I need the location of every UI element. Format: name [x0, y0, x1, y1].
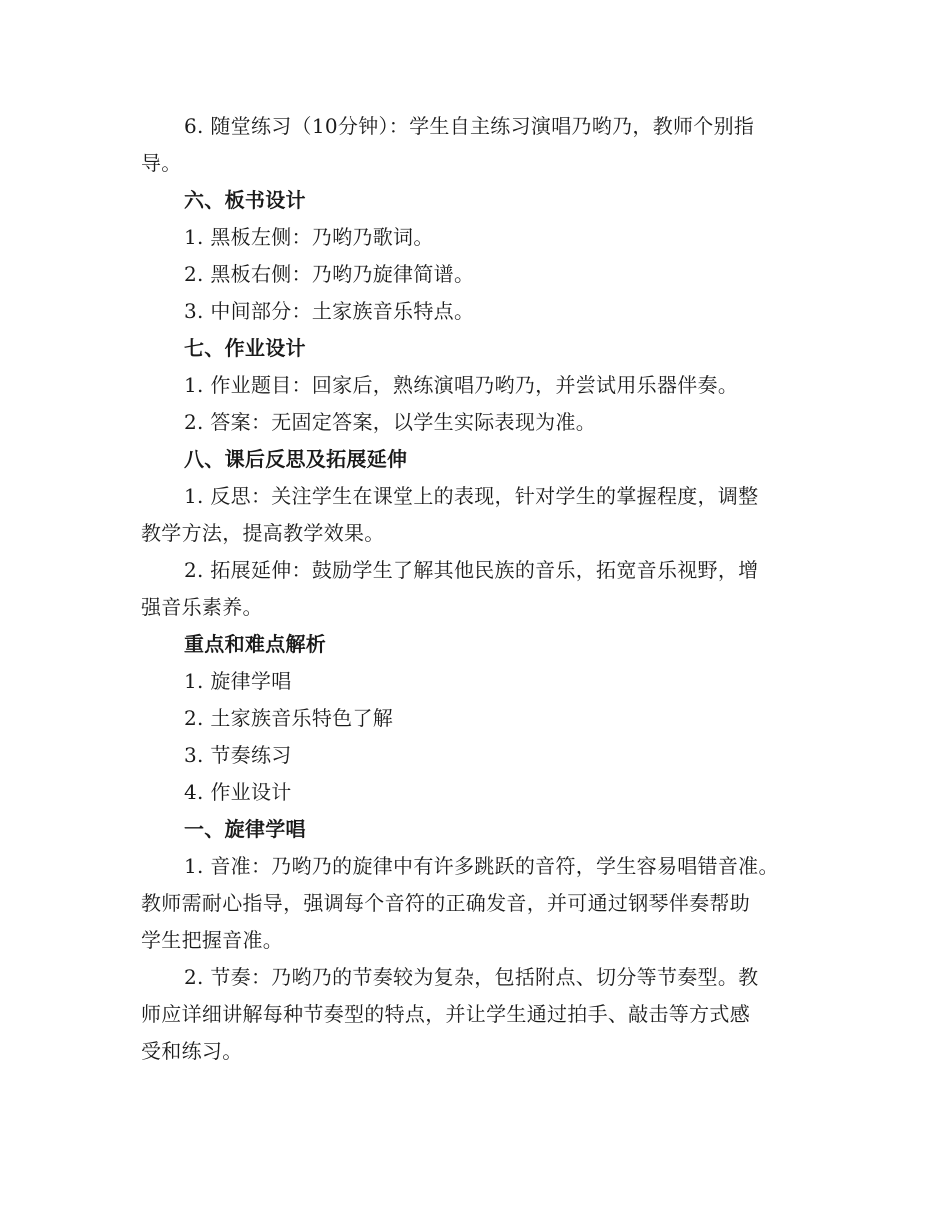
text-line-13: 2. 拓展延伸：鼓励学生了解其他民族的音乐，拓宽音乐视野，增	[184, 558, 759, 582]
text-line-14: 强音乐素养。	[141, 595, 263, 619]
section-heading-board-design: 六、板书设计	[184, 188, 306, 212]
section-heading-key-points: 重点和难点解析	[184, 632, 327, 656]
text-line-8: 1. 作业题目：回家后，熟练演唱乃哟乃，并尝试用乐器伴奏。	[184, 373, 739, 397]
text-line-1: 6. 随堂练习（10分钟）：学生自主练习演唱乃哟乃，教师个别指	[184, 114, 755, 138]
text-line-22: 教师需耐心指导，强调每个音符的正确发音，并可通过钢琴伴奏帮助	[141, 891, 750, 915]
text-line-4: 1. 黑板左侧：乃哟乃歌词。	[184, 225, 434, 249]
text-line-11: 1. 反思：关注学生在课堂上的表现，针对学生的掌握程度，调整	[184, 484, 759, 508]
text-line-21: 1. 音准：乃哟乃的旋律中有许多跳跃的音符，学生容易唱错音准。	[184, 854, 779, 878]
text-line-9: 2. 答案：无固定答案，以学生实际表现为准。	[184, 410, 597, 434]
text-line-16: 1. 旋律学唱	[184, 669, 292, 693]
text-line-23: 学生把握音准。	[141, 928, 284, 952]
text-line-2: 导。	[141, 151, 182, 175]
text-line-25: 师应详细讲解每种节奏型的特点，并让学生通过拍手、敲击等方式感	[141, 1002, 750, 1026]
text-line-24: 2. 节奏：乃哟乃的节奏较为复杂，包括附点、切分等节奏型。教	[184, 965, 759, 989]
text-line-26: 受和练习。	[141, 1039, 243, 1063]
text-line-5: 2. 黑板右侧：乃哟乃旋律简谱。	[184, 262, 475, 286]
document-page	[141, 108, 821, 1070]
text-line-19: 4. 作业设计	[184, 780, 292, 804]
section-heading-reflection: 八、课后反思及拓展延伸	[184, 447, 408, 471]
section-heading-melody: 一、旋律学唱	[184, 817, 306, 841]
section-heading-homework-design: 七、作业设计	[184, 336, 306, 360]
text-line-18: 3. 节奏练习	[184, 743, 292, 767]
text-line-17: 2. 土家族音乐特色了解	[184, 706, 394, 730]
text-line-12: 教学方法，提高教学效果。	[141, 521, 385, 545]
text-line-6: 3. 中间部分：土家族音乐特点。	[184, 299, 475, 323]
